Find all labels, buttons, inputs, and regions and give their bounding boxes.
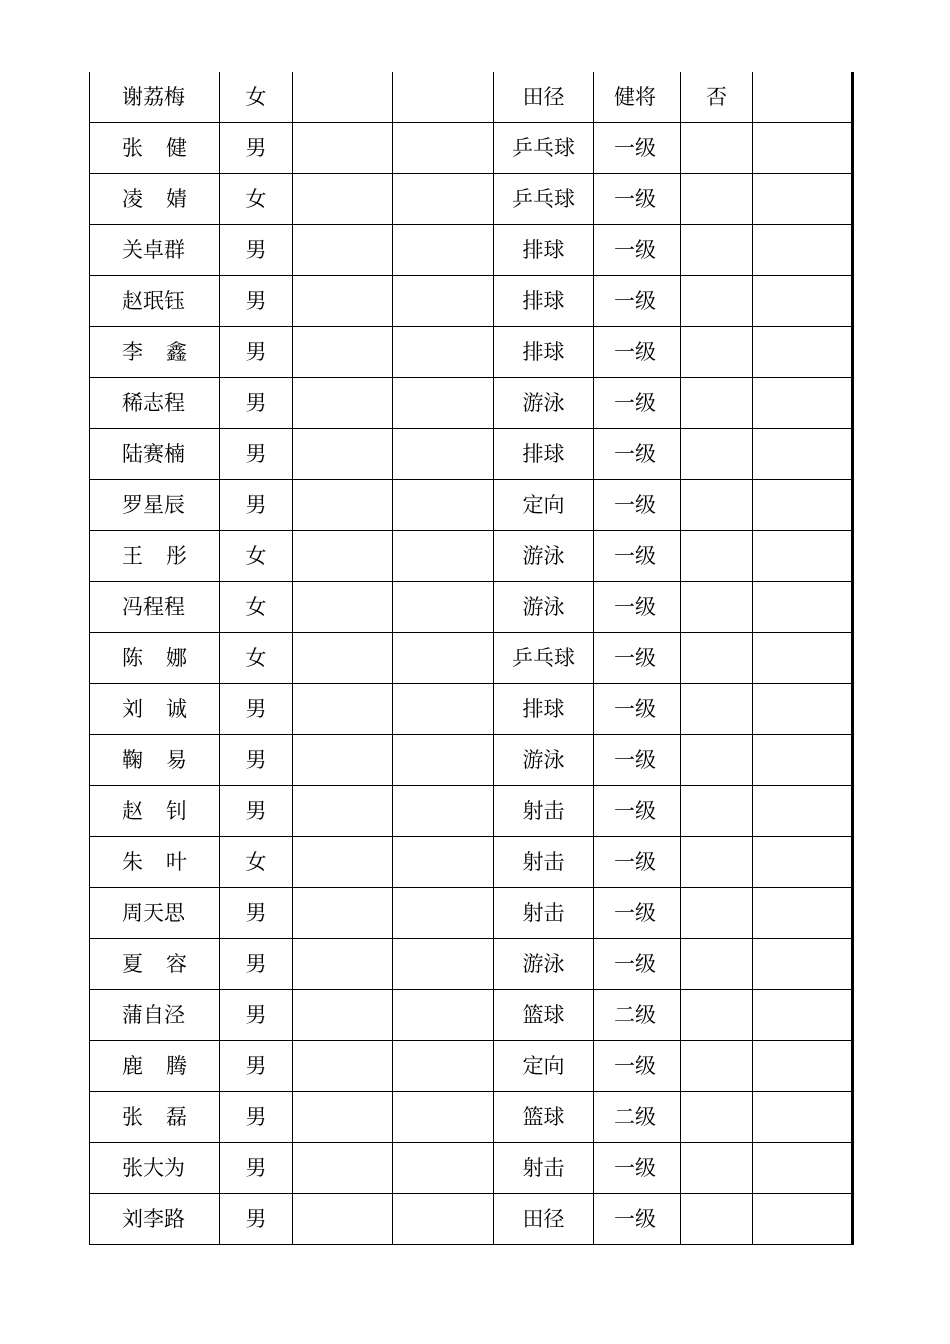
athlete-sport: 篮球 xyxy=(494,1092,594,1143)
athlete-level: 一级 xyxy=(594,225,681,276)
blank-cell xyxy=(393,939,494,990)
blank-cell xyxy=(753,684,853,735)
blank-cell xyxy=(293,123,393,174)
table-row xyxy=(90,786,853,837)
athlete-level: 一级 xyxy=(594,1143,681,1194)
athlete-gender: 男 xyxy=(220,684,293,735)
blank-cell xyxy=(293,1143,393,1194)
athlete-flag xyxy=(681,786,753,837)
athlete-flag xyxy=(681,531,753,582)
athlete-sport: 排球 xyxy=(494,327,594,378)
table-row xyxy=(90,378,853,429)
blank-cell xyxy=(393,837,494,888)
blank-cell xyxy=(393,327,494,378)
athlete-gender: 女 xyxy=(220,633,293,684)
athlete-flag xyxy=(681,633,753,684)
blank-cell xyxy=(393,633,494,684)
blank-cell xyxy=(753,225,853,276)
athlete-sport: 篮球 xyxy=(494,990,594,1041)
athlete-sport: 乒乓球 xyxy=(494,174,594,225)
athlete-gender: 男 xyxy=(220,939,293,990)
athlete-name: 凌 婧 xyxy=(90,174,220,225)
blank-cell xyxy=(393,429,494,480)
blank-cell xyxy=(753,786,853,837)
athlete-name: 蒲自泾 xyxy=(90,990,220,1041)
athlete-gender: 女 xyxy=(220,531,293,582)
athlete-name: 朱 叶 xyxy=(90,837,220,888)
athlete-flag xyxy=(681,735,753,786)
athlete-name: 张 磊 xyxy=(90,1092,220,1143)
athlete-flag: 否 xyxy=(681,72,753,123)
athlete-level: 一级 xyxy=(594,888,681,939)
athlete-name: 赵珉钰 xyxy=(90,276,220,327)
blank-cell xyxy=(393,72,494,123)
blank-cell xyxy=(293,888,393,939)
blank-cell xyxy=(753,276,853,327)
blank-cell xyxy=(293,633,393,684)
athlete-gender: 男 xyxy=(220,429,293,480)
blank-cell xyxy=(393,684,494,735)
athlete-flag xyxy=(681,1143,753,1194)
athlete-name: 谢荔梅 xyxy=(90,72,220,123)
athlete-level: 健将 xyxy=(594,72,681,123)
athlete-gender: 女 xyxy=(220,837,293,888)
blank-cell xyxy=(393,123,494,174)
table-row xyxy=(90,123,853,174)
athlete-gender: 男 xyxy=(220,990,293,1041)
blank-cell xyxy=(393,378,494,429)
table-row xyxy=(90,72,853,123)
blank-cell xyxy=(293,990,393,1041)
athlete-sport: 排球 xyxy=(494,225,594,276)
athlete-gender: 男 xyxy=(220,480,293,531)
table-row xyxy=(90,1194,853,1245)
blank-cell xyxy=(293,684,393,735)
athlete-flag xyxy=(681,327,753,378)
blank-cell xyxy=(753,1143,853,1194)
table-row xyxy=(90,888,853,939)
athlete-level: 一级 xyxy=(594,735,681,786)
blank-cell xyxy=(753,1092,853,1143)
athlete-sport: 射击 xyxy=(494,888,594,939)
blank-cell xyxy=(753,735,853,786)
blank-cell xyxy=(753,378,853,429)
athlete-sport: 田径 xyxy=(494,1194,594,1245)
table-row xyxy=(90,276,853,327)
athlete-name: 罗星辰 xyxy=(90,480,220,531)
blank-cell xyxy=(293,582,393,633)
athlete-name: 李 鑫 xyxy=(90,327,220,378)
athlete-sport: 游泳 xyxy=(494,735,594,786)
athlete-flag xyxy=(681,684,753,735)
athlete-level: 一级 xyxy=(594,429,681,480)
blank-cell xyxy=(753,123,853,174)
athlete-sport: 定向 xyxy=(494,480,594,531)
blank-cell xyxy=(753,939,853,990)
athlete-flag xyxy=(681,123,753,174)
table-row xyxy=(90,327,853,378)
blank-cell xyxy=(293,429,393,480)
athlete-name: 关卓群 xyxy=(90,225,220,276)
blank-cell xyxy=(753,429,853,480)
blank-cell xyxy=(753,990,853,1041)
blank-cell xyxy=(393,1194,494,1245)
athlete-level: 二级 xyxy=(594,1092,681,1143)
athlete-flag xyxy=(681,888,753,939)
athlete-level: 一级 xyxy=(594,1041,681,1092)
blank-cell xyxy=(753,531,853,582)
athlete-name: 冯程程 xyxy=(90,582,220,633)
athlete-level: 一级 xyxy=(594,684,681,735)
athlete-level: 二级 xyxy=(594,990,681,1041)
athlete-flag xyxy=(681,378,753,429)
athlete-level: 一级 xyxy=(594,939,681,990)
athlete-sport: 定向 xyxy=(494,1041,594,1092)
athlete-gender: 女 xyxy=(220,174,293,225)
blank-cell xyxy=(753,72,853,123)
athlete-sport: 游泳 xyxy=(494,378,594,429)
blank-cell xyxy=(293,837,393,888)
athlete-level: 一级 xyxy=(594,837,681,888)
blank-cell xyxy=(293,531,393,582)
athlete-level: 一级 xyxy=(594,327,681,378)
athlete-flag xyxy=(681,1092,753,1143)
blank-cell xyxy=(393,1143,494,1194)
athlete-gender: 男 xyxy=(220,1143,293,1194)
blank-cell xyxy=(753,837,853,888)
athlete-name: 鹿 腾 xyxy=(90,1041,220,1092)
athlete-name: 王 彤 xyxy=(90,531,220,582)
athlete-flag xyxy=(681,939,753,990)
blank-cell xyxy=(393,582,494,633)
athlete-level: 一级 xyxy=(594,480,681,531)
table-row xyxy=(90,684,853,735)
athlete-gender: 男 xyxy=(220,1092,293,1143)
athlete-gender: 男 xyxy=(220,786,293,837)
table-row xyxy=(90,939,853,990)
blank-cell xyxy=(393,174,494,225)
athlete-name: 鞠 易 xyxy=(90,735,220,786)
table-row xyxy=(90,225,853,276)
table-row xyxy=(90,633,853,684)
athlete-level: 一级 xyxy=(594,378,681,429)
athlete-gender: 女 xyxy=(220,72,293,123)
athlete-name: 陆赛楠 xyxy=(90,429,220,480)
blank-cell xyxy=(393,735,494,786)
blank-cell xyxy=(393,1092,494,1143)
athlete-sport: 排球 xyxy=(494,684,594,735)
table-row xyxy=(90,1092,853,1143)
blank-cell xyxy=(393,276,494,327)
athlete-level: 一级 xyxy=(594,582,681,633)
athlete-sport: 游泳 xyxy=(494,582,594,633)
athlete-level: 一级 xyxy=(594,174,681,225)
blank-cell xyxy=(753,633,853,684)
table-row xyxy=(90,480,853,531)
blank-cell xyxy=(293,1041,393,1092)
blank-cell xyxy=(393,990,494,1041)
blank-cell xyxy=(393,225,494,276)
athlete-sport: 乒乓球 xyxy=(494,633,594,684)
athlete-sport: 乒乓球 xyxy=(494,123,594,174)
athlete-level: 一级 xyxy=(594,531,681,582)
blank-cell xyxy=(393,1041,494,1092)
athlete-gender: 男 xyxy=(220,225,293,276)
athlete-flag xyxy=(681,480,753,531)
athlete-level: 一级 xyxy=(594,276,681,327)
blank-cell xyxy=(293,480,393,531)
athlete-name: 张 健 xyxy=(90,123,220,174)
athlete-sport: 游泳 xyxy=(494,939,594,990)
athlete-level: 一级 xyxy=(594,633,681,684)
athlete-sport: 排球 xyxy=(494,276,594,327)
blank-cell xyxy=(293,276,393,327)
table-row xyxy=(90,837,853,888)
athlete-flag xyxy=(681,276,753,327)
blank-cell xyxy=(393,786,494,837)
athlete-gender: 男 xyxy=(220,123,293,174)
athlete-flag xyxy=(681,1041,753,1092)
athlete-table xyxy=(89,72,854,1245)
blank-cell xyxy=(293,1194,393,1245)
blank-cell xyxy=(753,327,853,378)
athlete-sport: 田径 xyxy=(494,72,594,123)
athlete-level: 一级 xyxy=(594,123,681,174)
athlete-level: 一级 xyxy=(594,1194,681,1245)
blank-cell xyxy=(393,531,494,582)
table-row xyxy=(90,531,853,582)
blank-cell xyxy=(293,939,393,990)
table-row xyxy=(90,735,853,786)
athlete-gender: 男 xyxy=(220,888,293,939)
athlete-sport: 射击 xyxy=(494,837,594,888)
blank-cell xyxy=(393,480,494,531)
blank-cell xyxy=(753,174,853,225)
table-row xyxy=(90,990,853,1041)
table-row xyxy=(90,174,853,225)
athlete-flag xyxy=(681,990,753,1041)
athlete-name: 陈 娜 xyxy=(90,633,220,684)
athlete-name: 刘李路 xyxy=(90,1194,220,1245)
table-row xyxy=(90,1143,853,1194)
athlete-gender: 男 xyxy=(220,378,293,429)
athlete-gender: 男 xyxy=(220,276,293,327)
athlete-gender: 男 xyxy=(220,327,293,378)
blank-cell xyxy=(393,888,494,939)
blank-cell xyxy=(293,735,393,786)
athlete-sport: 游泳 xyxy=(494,531,594,582)
blank-cell xyxy=(753,1041,853,1092)
athlete-name: 张大为 xyxy=(90,1143,220,1194)
athlete-flag xyxy=(681,429,753,480)
athlete-gender: 男 xyxy=(220,735,293,786)
athlete-flag xyxy=(681,1194,753,1245)
blank-cell xyxy=(753,582,853,633)
blank-cell xyxy=(753,1194,853,1245)
athlete-sport: 射击 xyxy=(494,1143,594,1194)
athlete-gender: 女 xyxy=(220,582,293,633)
athlete-level: 一级 xyxy=(594,786,681,837)
athlete-name: 刘 诚 xyxy=(90,684,220,735)
athlete-name: 周天思 xyxy=(90,888,220,939)
athlete-gender: 男 xyxy=(220,1041,293,1092)
athlete-name: 夏 容 xyxy=(90,939,220,990)
blank-cell xyxy=(293,72,393,123)
table-row xyxy=(90,582,853,633)
table-body xyxy=(90,72,853,1245)
athlete-name: 稀志程 xyxy=(90,378,220,429)
athlete-flag xyxy=(681,837,753,888)
athlete-sport: 射击 xyxy=(494,786,594,837)
athlete-flag xyxy=(681,174,753,225)
blank-cell xyxy=(753,888,853,939)
table-row xyxy=(90,429,853,480)
blank-cell xyxy=(293,225,393,276)
blank-cell xyxy=(293,327,393,378)
blank-cell xyxy=(293,786,393,837)
athlete-name: 赵 钊 xyxy=(90,786,220,837)
athlete-gender: 男 xyxy=(220,1194,293,1245)
blank-cell xyxy=(753,480,853,531)
table-row xyxy=(90,1041,853,1092)
athlete-flag xyxy=(681,582,753,633)
blank-cell xyxy=(293,378,393,429)
blank-cell xyxy=(293,174,393,225)
athlete-sport: 排球 xyxy=(494,429,594,480)
athlete-flag xyxy=(681,225,753,276)
blank-cell xyxy=(293,1092,393,1143)
